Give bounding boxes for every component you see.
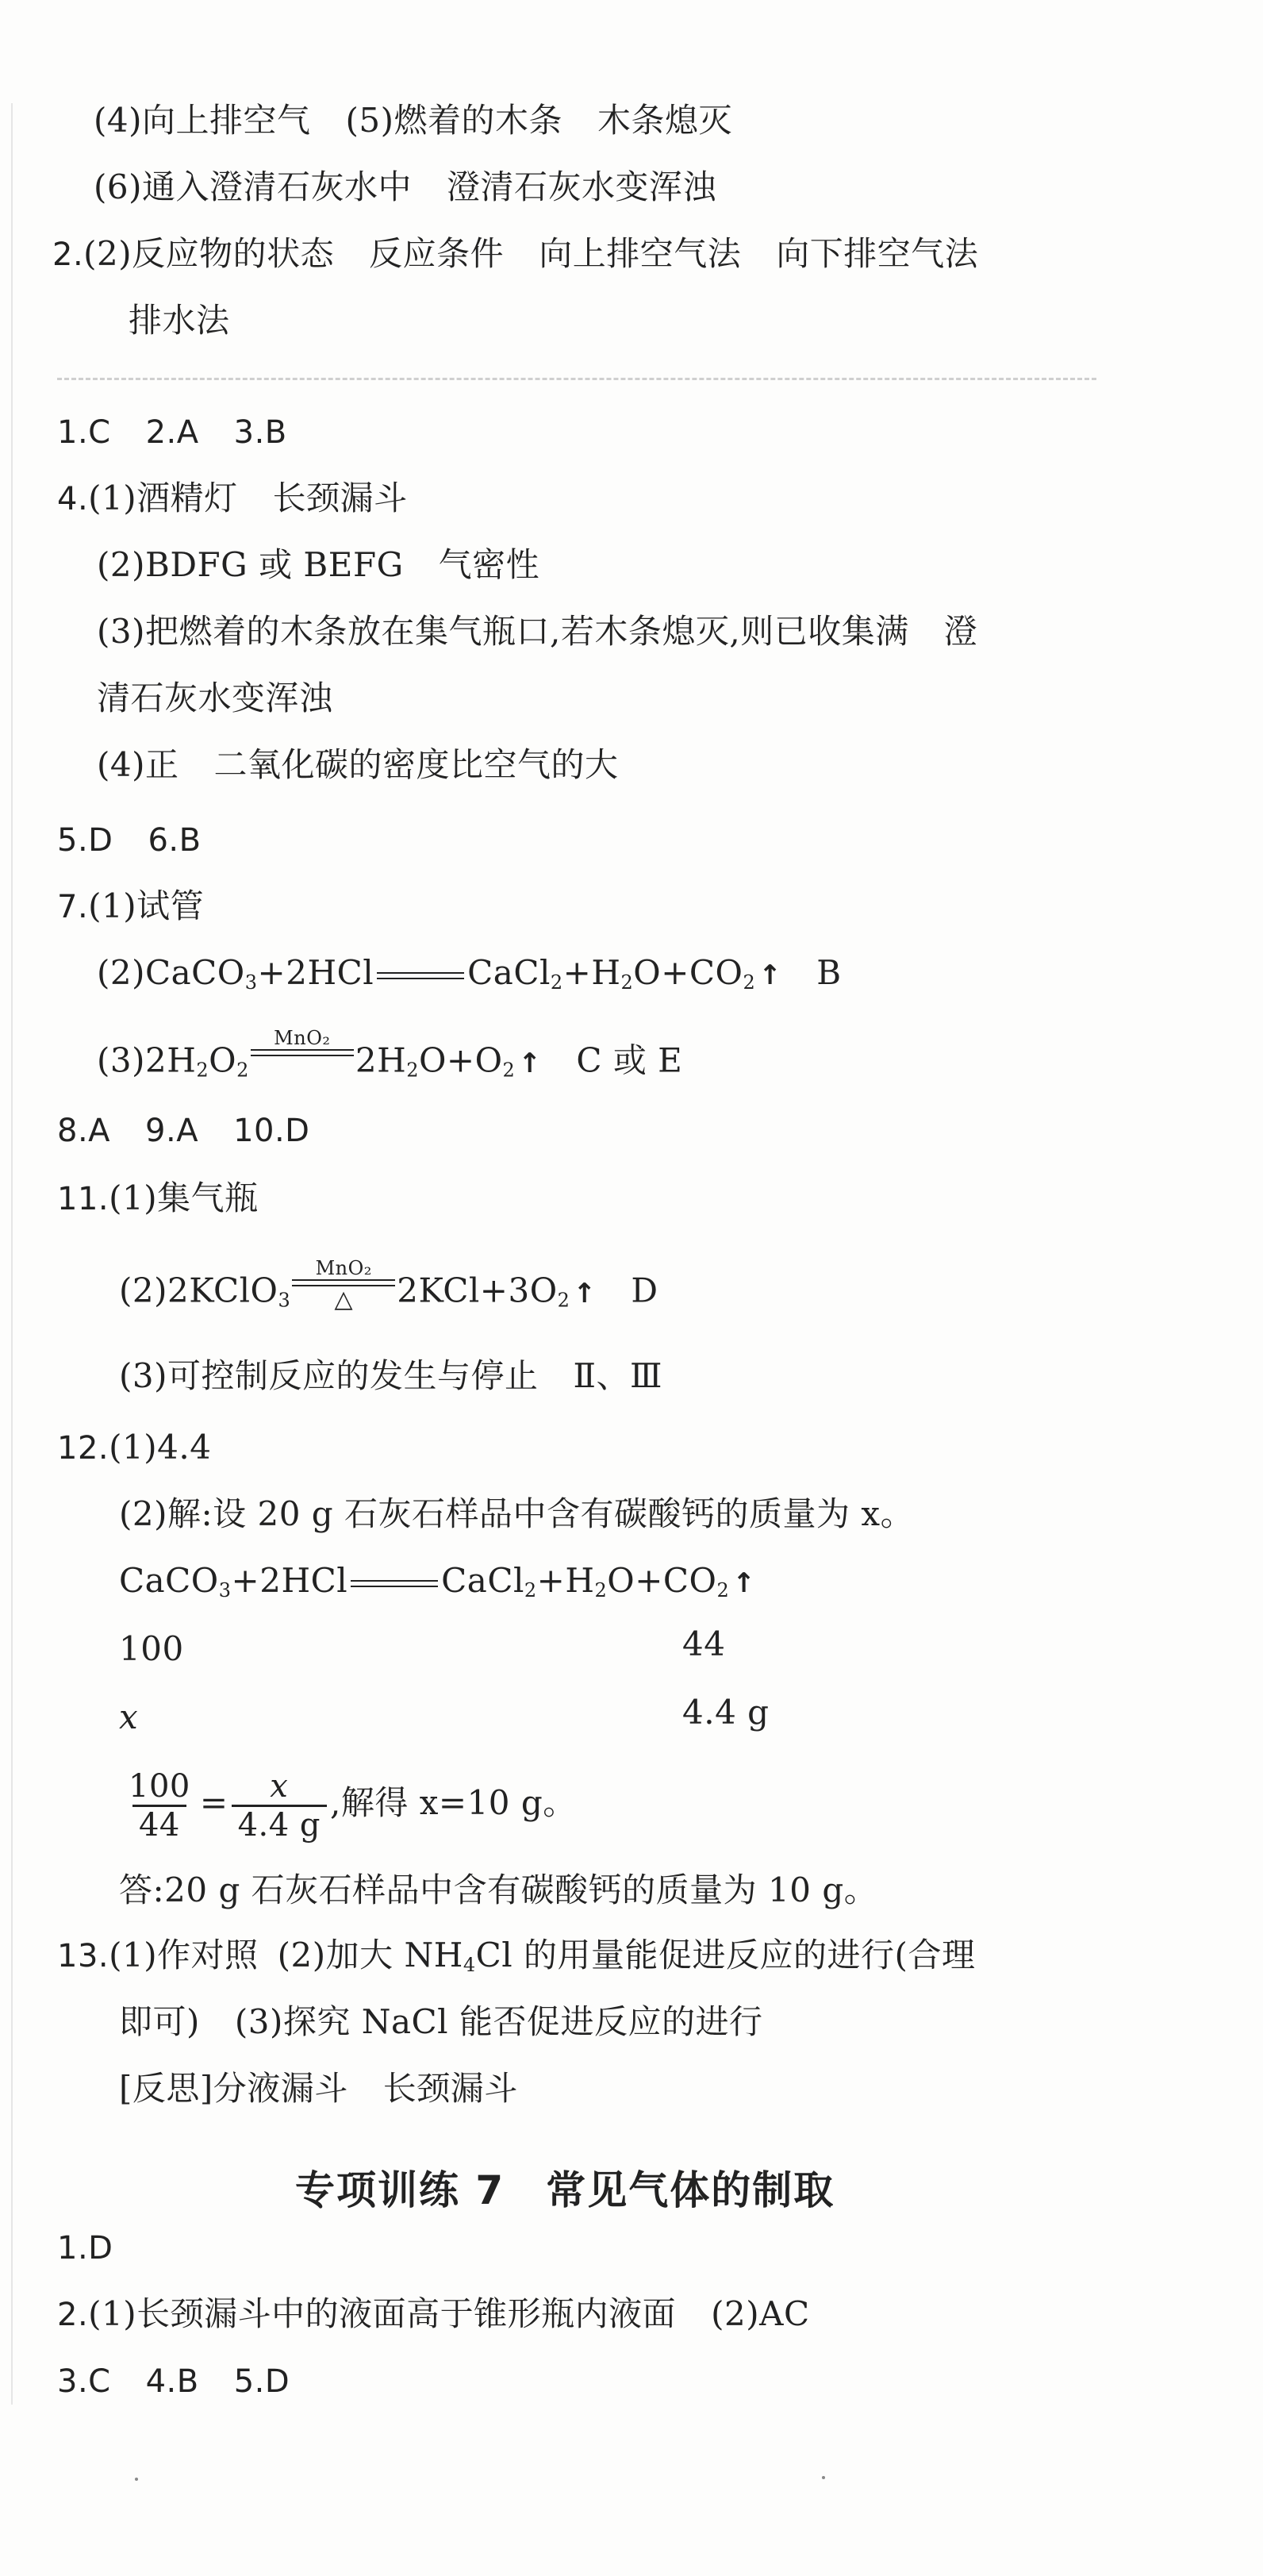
answer-line: 4.(1)酒精灯 长颈漏斗	[57, 479, 408, 517]
catalyst-condition: MnO₂	[251, 1027, 354, 1083]
answer-line: (3)把燃着的木条放在集气瓶口,若木条熄灭,则已收集满 澄	[97, 612, 978, 651]
answer-line: 2.(2)反应物的状态 反应条件 向上排空气法 向下排空气法	[52, 234, 979, 273]
left-margin-line	[11, 103, 13, 2405]
answer-line: 44	[682, 1624, 726, 1663]
answer-line: 3.C 4.B 5.D	[57, 2363, 290, 2400]
answer-line: 11.(1)集气瓶	[57, 1178, 259, 1217]
chemical-equation: $(3)2H_2O_2$ MnO₂ $2H_2O+O_2$ ↑ C 或 E	[97, 1035, 682, 1093]
answer-line: (2)BDFG 或 BEFG 气密性	[97, 545, 540, 584]
answer-line: (6)通入澄清石灰水中 澄清石灰水变浑浊	[94, 167, 717, 206]
gas-arrow-icon: ↑	[758, 959, 782, 991]
answer-line: x	[119, 1697, 139, 1736]
answer-line: (4)正 二氧化碳的密度比空气的大	[97, 745, 619, 784]
section-heading: 专项训练 7 常见气体的制取	[295, 2167, 835, 2213]
answer-line: 1.D	[57, 2230, 113, 2266]
answer-line: 100	[119, 1629, 184, 1668]
gas-arrow-icon: ↑	[573, 1277, 597, 1309]
chemical-equation: (2)2KClO$_3$ MnO₂ △ $2KCl+3O_2$ ↑ D	[119, 1265, 658, 1323]
answer-line: [反思]分液漏斗 长颈漏斗	[119, 2069, 518, 2108]
answer-line: 4.4 g	[682, 1693, 770, 1732]
answer-line: 5.D 6.B	[57, 822, 202, 859]
answer-line: 答:20 g 石灰石样品中含有碳酸钙的质量为 10 g。	[119, 1870, 878, 1909]
scan-speck	[822, 2476, 825, 2479]
answer-line: 即可) (3)探究 NaCl 能否促进反应的进行	[119, 2002, 763, 2041]
section-divider	[57, 378, 1096, 380]
scan-speck	[135, 2478, 138, 2481]
equals-bar	[377, 972, 464, 979]
answer-line: 清石灰水变浑浊	[97, 679, 333, 717]
chemical-equation: CaCO$_3$+2HCl $CaCl_2+H_2O+CO_2$ ↑	[119, 1559, 755, 1613]
gas-arrow-icon: ↑	[518, 1047, 542, 1079]
answer-line: (2)解:设 20 g 石灰石样品中含有碳酸钙的质量为 x。	[119, 1494, 915, 1533]
fraction: $\frac{x}{4.4 g}$	[232, 1768, 327, 1844]
gas-arrow-icon: ↑	[732, 1567, 756, 1599]
fraction: $\frac{100}{44}$	[129, 1767, 190, 1844]
answer-line: 7.(1)试管	[57, 886, 205, 925]
fraction-equation: $\frac{100}{44}$ = $\frac{x}{4.4 g}$ ,解得 x=10 g。	[119, 1763, 577, 1844]
answer-line: 1.C 2.A 3.B	[57, 414, 287, 451]
answer-line: (3)可控制反应的发生与停止 Ⅱ、Ⅲ	[119, 1356, 663, 1395]
answer-line: 2.(1)长颈漏斗中的液面高于锥形瓶内液面 (2)AC	[57, 2294, 810, 2333]
answer-line: 13.(1)作对照 (2)加大 $NH_4Cl$ 的用量能促进反应的进行(合理	[57, 1936, 976, 1976]
answer-line: 8.A 9.A 10.D	[57, 1113, 310, 1149]
equals-bar	[351, 1580, 438, 1587]
catalyst-heat-condition: MnO₂ △	[292, 1257, 395, 1313]
answer-line: 12.(1)4.4	[57, 1428, 212, 1467]
chemical-equation: (2)CaCO$_3$+2HCl $CaCl_2+H_2O+CO_2$ ↑ B	[97, 951, 842, 1005]
answer-line: (4)向上排空气 (5)燃着的木条 木条熄灭	[94, 101, 733, 140]
answer-line: 排水法	[129, 301, 230, 340]
